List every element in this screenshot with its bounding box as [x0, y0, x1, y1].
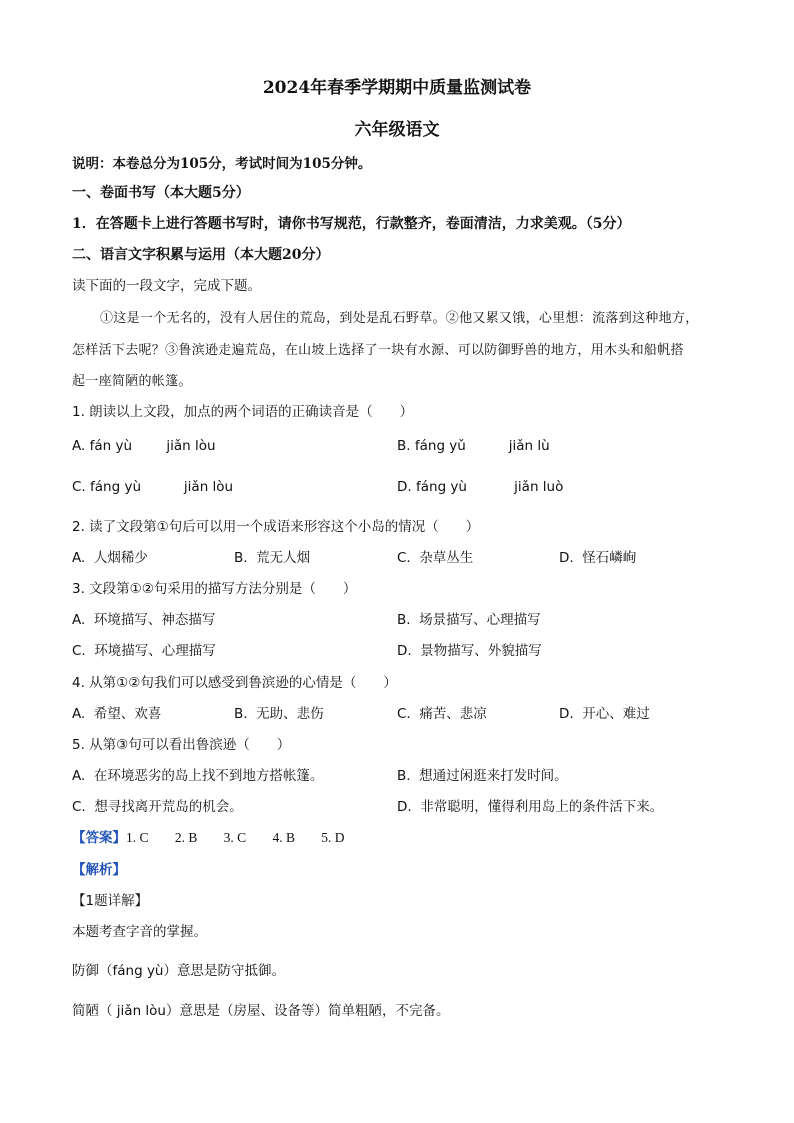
option-label: D. [397, 799, 412, 815]
option-label: D. [559, 550, 574, 566]
option-label: A. [72, 612, 86, 628]
page-subtitle: 六年级语文 [354, 120, 440, 140]
question-4-stem: 4. 从第①②句我们可以感受到鲁滨逊的心情是（ ） [72, 675, 397, 691]
answer-label: 【答案】 [72, 830, 126, 846]
option-text: 杂草丛生 [419, 550, 474, 566]
analysis-line: 本题考查字音的掌握。 [72, 924, 207, 940]
question-2-option-b[interactable] [234, 546, 310, 566]
option-text: 场景描写、心理描写 [419, 612, 541, 628]
analysis-line: 防御（fáng yù）意思是防守抵御。 [72, 963, 285, 979]
option-text: 痛苦、悲凉 [419, 706, 487, 722]
option-text: 怪石嶙峋 [582, 550, 637, 566]
option-text: 环境描写、神态描写 [93, 612, 216, 628]
option-label: C. [397, 706, 411, 722]
option-text: 环境描写、心理描写 [94, 643, 216, 659]
answer-value: 4. B [272, 830, 295, 845]
passage-line: 怎样活下去呢？③鲁滨逊走遍荒岛，在山坡上选择了一块有水源、可以防御野兽的地方，用木头和船帆搭 [72, 343, 684, 358]
section1-item: 1．在答题卡上进行答题书写时，请你书写规范，行款整齐，卷面清洁，力求美观。（5分） [72, 216, 631, 232]
question-5-stem: 5. 从第③句可以看出鲁滨逊（ ） [72, 737, 291, 753]
option-text: 开心、难过 [582, 706, 650, 722]
option-text: fáng yù jiǎn lòu [90, 479, 234, 495]
option-label: C. [397, 550, 411, 566]
option-label: D. [397, 479, 412, 495]
option-text: 人烟稀少 [93, 550, 148, 566]
question-5-option-a[interactable] [72, 764, 323, 784]
question-3-option-b[interactable] [397, 608, 541, 628]
question-5-option-b[interactable] [397, 764, 568, 784]
answer-value: 5. D [321, 830, 345, 845]
question-3-option-c[interactable] [72, 639, 216, 659]
passage-line: ①这是一个无名的，没有人居住的荒岛，到处是乱石野草。②他又累又饿，心里想：流落到这种地方， [100, 311, 699, 326]
option-text: 想寻找离开荒岛的机会。 [94, 799, 243, 815]
question-3-option-a[interactable] [72, 608, 215, 628]
reading-instruction: 读下面的一段文字，完成下题。 [72, 278, 261, 294]
question-2-option-c[interactable] [397, 546, 473, 566]
exam-instructions: 说明：本卷总分为105分，考试时间为105分钟。 [72, 156, 372, 172]
analysis-line: 简陋（ jiǎn lòu）意思是（房屋、设备等）简单粗陋，不完备。 [72, 1003, 450, 1019]
option-text: 无助、悲伤 [256, 706, 324, 722]
option-text: fán yù jiǎn lòu [89, 438, 216, 454]
option-label: B. [234, 706, 248, 722]
question-3-stem: 3. 文段第①②句采用的描写方法分别是（ ） [72, 581, 357, 597]
question-2-option-a[interactable] [72, 546, 148, 566]
section2-heading: 二、语言文字积累与运用（本大题20分） [72, 247, 330, 263]
option-label: A. [72, 706, 86, 722]
question-4-option-a[interactable] [72, 702, 161, 722]
option-text: 景物描写、外貌描写 [420, 643, 542, 659]
question-5-option-c[interactable] [72, 795, 243, 815]
option-label: A. [72, 438, 86, 454]
option-label: B. [397, 612, 411, 628]
question-5-option-d[interactable] [397, 795, 663, 815]
question-1-option-b[interactable] [397, 438, 550, 454]
option-label: A. [72, 550, 86, 566]
question-1-option-a[interactable] [72, 438, 216, 454]
option-text: 在环境恶劣的岛上找不到地方搭帐篷。 [93, 768, 324, 784]
option-text: fáng yǔ jiǎn lù [414, 438, 550, 454]
option-label: C. [72, 479, 86, 495]
answer-value: 1. C [126, 830, 149, 845]
page-title: 2024年春季学期期中质量监测试卷 [262, 78, 532, 98]
option-label: A. [72, 768, 86, 784]
question-3-option-d[interactable] [397, 639, 542, 659]
option-label: C. [72, 643, 86, 659]
option-label: B. [234, 550, 248, 566]
option-text: 荒无人烟 [256, 550, 311, 566]
option-label: D. [559, 706, 574, 722]
option-label: B. [397, 768, 411, 784]
answer-line [72, 826, 345, 846]
question-1-stem: 1. 朗读以上文段，加点的两个词语的正确读音是（ ） [72, 404, 414, 420]
question-1-option-c[interactable] [72, 479, 233, 495]
option-label: C. [72, 799, 86, 815]
option-label: D. [397, 643, 412, 659]
question-4-option-b[interactable] [234, 702, 324, 722]
question-2-stem: 2. 读了文段第①句后可以用一个成语来形容这个小岛的情况（ ） [72, 519, 480, 535]
passage-line: 起一座简陋的帐篷。 [72, 374, 192, 389]
option-text: 非常聪明，懂得利用岛上的条件活下来。 [420, 799, 664, 815]
analysis-detail-label: 【1题详解】 [72, 893, 149, 909]
option-text: 想通过闲逛来打发时间。 [419, 768, 568, 784]
option-text: 希望、欢喜 [93, 706, 162, 722]
analysis-label: 【解析】 [72, 862, 126, 878]
option-label: B. [397, 438, 411, 454]
question-4-option-c[interactable] [397, 702, 487, 722]
question-4-option-d[interactable] [559, 702, 650, 722]
answer-value: 3. C [223, 830, 247, 845]
option-text: fáng yù jiǎn luò [415, 479, 564, 495]
answer-value: 2. B [174, 830, 198, 845]
section1-heading: 一、卷面书写（本大题5分） [72, 185, 250, 201]
question-1-option-d[interactable] [397, 479, 563, 495]
question-2-option-d[interactable] [559, 546, 636, 566]
